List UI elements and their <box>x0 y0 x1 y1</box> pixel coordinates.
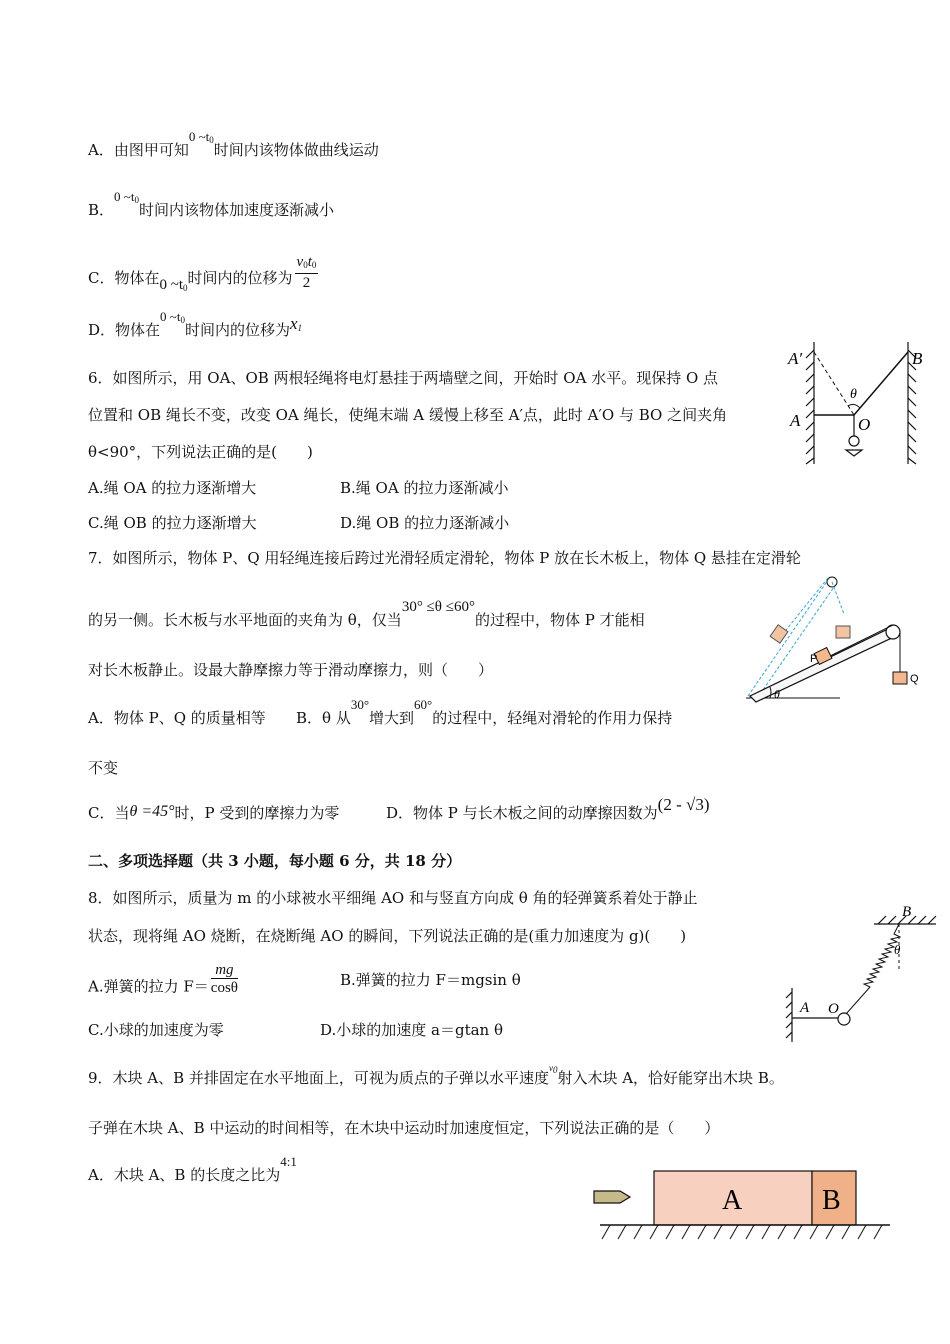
q5-option-c-prefix: C．物体在 <box>88 269 160 287</box>
ball <box>838 1013 850 1025</box>
ground-hatch <box>602 1225 882 1239</box>
q6-option-b[interactable]: B.绳 OA 的拉力逐渐减小 <box>340 479 509 497</box>
q5-option-c-mid: 时间内的位移为 <box>187 269 293 287</box>
q7-option-c[interactable]: C．当θ =45°时，P 受到的摩擦力为零 <box>88 803 340 822</box>
q8-figure <box>782 900 942 1045</box>
q5-option-d-prefix: D．物体在 <box>88 321 161 339</box>
block-q <box>893 672 907 684</box>
block-p-ghost-1 <box>770 625 788 643</box>
label-block-a: A <box>722 1185 743 1216</box>
q6-option-a[interactable]: A.绳 OA 的拉力逐渐增大 <box>88 479 257 497</box>
label-a-prime: A′ <box>788 349 803 368</box>
q5-option-a-prefix: A．由图甲可知 <box>88 141 189 159</box>
q7-option-d[interactable]: D．物体 P 与长木板之间的动摩擦因数为(2 - √3) <box>386 795 710 822</box>
q5-option-d-mid: 时间内的位移为 <box>184 321 290 339</box>
section-2-heading: 二、多项选择题（共 3 小题，每小题 6 分，共 18 分） <box>88 852 462 870</box>
q9-option-a[interactable]: A．木块 A、B 的长度之比为4:1 <box>88 1154 297 1184</box>
q6-option-d[interactable]: D.绳 OB 的拉力逐渐减小 <box>340 514 510 532</box>
label-b: B <box>902 904 912 920</box>
label-q: Q <box>910 673 919 685</box>
q8-option-a[interactable]: A.弹簧的拉力 F＝ $\frac{mg}{\cos\theta}$ <box>88 962 238 996</box>
q9-option-a-ratio: 4:1 <box>280 1154 297 1169</box>
q8-stem-line2: 状态，现将绳 AO 烧断，在烧断绳 AO 的瞬间，下列说法正确的是(重力加速度为 g)( ) <box>88 927 687 945</box>
q7-figure <box>740 570 919 706</box>
q8-option-b[interactable]: B.弹簧的拉力 F＝mgsin θ <box>340 971 521 989</box>
q5-option-c-fraction: $\frac{v_0t_0}{2}$ <box>296 254 317 291</box>
label-block-b: B <box>822 1185 841 1216</box>
spring <box>846 924 900 1014</box>
q7-option-a[interactable]: A．物体 P、Q 的质量相等 <box>88 709 266 727</box>
q5-option-a-suffix: 时间内该物体做曲线运动 <box>213 141 379 159</box>
q8-stem-line1: 8．如图所示，质量为 m 的小球被水平细绳 AO 和与竖直方向成 θ 角的轻弹簧系着处于静止 <box>88 889 698 907</box>
block-p-ghost-2 <box>836 626 850 638</box>
label-a: A <box>800 1000 810 1016</box>
q7-angle-range: 30° ≤θ ≤60° <box>401 599 475 615</box>
q7-stem-line3: 对长木板静止。设最大静摩擦力等于滑动摩擦力，则（ ） <box>88 661 494 679</box>
q5-option-c-math: 0 $\sim t_0$ <box>159 277 188 293</box>
q7-option-b-from: 30° <box>350 697 370 712</box>
label-theta: θ <box>894 942 901 957</box>
q5-option-d-math: 0 $\sim t_0$ <box>160 309 185 325</box>
left-wall <box>806 342 814 464</box>
label-o: O <box>828 1001 839 1017</box>
q5-option-a-math: 0 $\sim t_0$ <box>188 129 214 145</box>
q9-stem-line2: 子弹在木块 A、B 中运动的时间相等，在木块中运动时加速度恒定，下列说法正确的是（ ） <box>88 1119 720 1137</box>
q6-option-c[interactable]: C.绳 OB 的拉力逐渐增大 <box>88 514 257 532</box>
label-p: P <box>810 653 818 665</box>
q9-v0: v0 <box>548 1063 558 1075</box>
rope-ob <box>854 352 908 415</box>
label-o: O <box>858 415 871 434</box>
q7-stem-line2: 的另一侧。长木板与水平地面的夹角为 θ，仅当30° ≤θ ≤60°的过程中，物体 P 才能相 <box>88 599 645 629</box>
q7-stem-line1: 7．如图所示，物体 P、Q 用轻绳连接后跨过光滑轻质定滑轮，物体 P 放在长木板上，物体 Q 悬挂在定滑轮 <box>88 549 801 567</box>
q6-stem-line3: θ<90°，下列说法正确的是( ) <box>88 443 313 461</box>
label-theta: θ <box>774 687 780 701</box>
q7-option-c-math: θ =45° <box>129 803 175 820</box>
q7-option-d-math: (2 - √3) <box>657 795 710 814</box>
q5-option-c[interactable] <box>88 254 320 298</box>
label-a: A <box>790 411 801 430</box>
q9-figure <box>590 1165 900 1245</box>
q5-option-d-x: $x_1$ <box>289 314 302 333</box>
q6-figure <box>780 340 940 470</box>
q6-stem-line2: 位置和 OB 绳长不变，改变 OA 绳长，使绳末端 A 缓慢上移至 A′点，此时 A′O 与 BO 之间夹角 <box>88 406 728 424</box>
q6-stem-line1: 6．如图所示，用 OA、OB 两根轻绳将电灯悬挂于两墙壁之间，开始时 OA 水平。现保持 O 点 <box>88 369 719 387</box>
board <box>750 628 896 702</box>
q5-option-b[interactable] <box>88 189 334 224</box>
q5-option-b-prefix: B． <box>88 201 115 219</box>
bullet <box>594 1191 630 1203</box>
q9-stem-line1: 9．木块 A、B 并排固定在水平地面上，可视为质点的子弹以水平速度$^{v0}$射入木块 A，恰好能穿出木块 B。 <box>88 1063 784 1087</box>
q5-option-a[interactable] <box>88 129 379 164</box>
q8-option-c[interactable]: C.小球的加速度为零 <box>88 1021 224 1039</box>
label-b: B <box>912 349 923 368</box>
q7-option-b-continued: 不变 <box>88 759 119 777</box>
lamp-icon <box>846 436 862 456</box>
q5-option-b-math: 0 $\sim t_0$ <box>114 189 139 205</box>
q8-option-d[interactable]: D.小球的加速度 a＝gtan θ <box>320 1021 504 1039</box>
left-wall <box>786 988 792 1042</box>
q5-option-b-suffix: 时间内该物体加速度逐渐减小 <box>138 201 334 219</box>
q5-option-d[interactable] <box>88 309 302 344</box>
q8-option-a-fraction: $\frac{mg}{\cos\theta}$ <box>210 962 238 996</box>
q7-option-b-to: 60° <box>414 697 433 712</box>
label-theta: θ <box>850 387 857 402</box>
q7-option-b[interactable]: B．θ 从30°增大到60°的过程中，轻绳对滑轮的作用力保持 <box>296 697 673 727</box>
